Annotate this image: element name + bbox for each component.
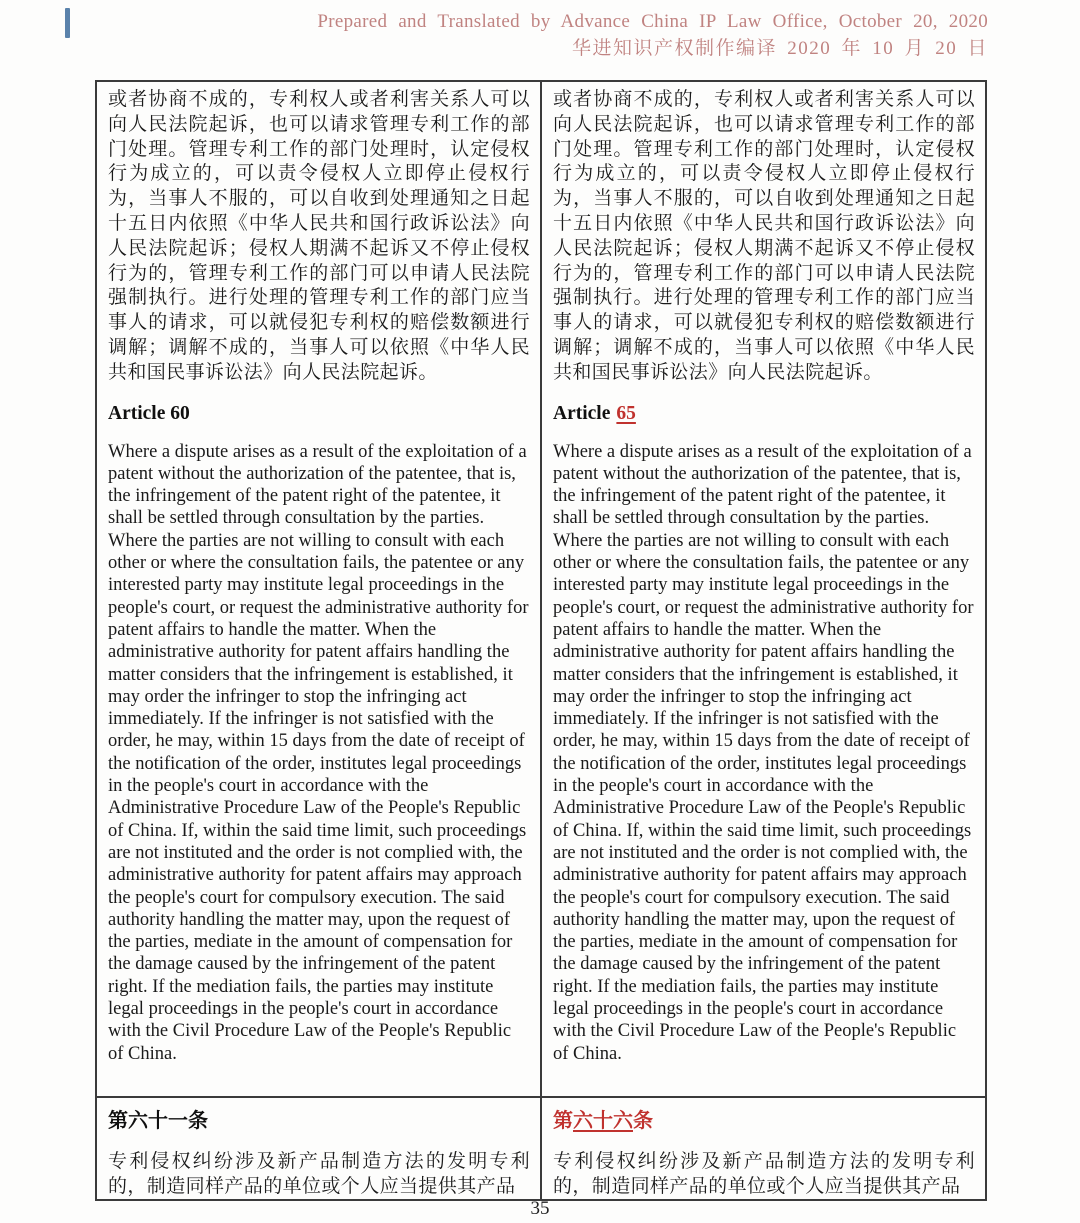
new-law-next-article-heading [553,1104,975,1133]
article-row [96,81,986,1097]
new-law-next-heading-revision-mark: 六十六 [573,1110,633,1132]
old-law-article-cell [96,81,541,1097]
old-law-article-english-text: Where a dispute arises as a result of the exploitation of a patent without the authorization of the patentee, that is, the infringement of the patent right of the patentee, it shall be settled through consultation by the parties. Where the parties are not willing to consult with each other or where the consultation fails, the patentee or any interested party may institute legal proceedings in the people's court, or request the administrative authority for patent affairs to handle the matter. When the administrative authority for patent affairs handling the matter considers that the infringement is established, it may order the infringer to stop the infringing act immediately. If the infringer is not satisfied with the order, he may, within 15 days from the date of receipt of the notification of the order, institutes legal proceedings in the people's court in accordance with the Administrative Procedure Law of the People's Republic of China. If, within the said time limit, such proceedings are not instituted and the order is not complied with, the administrative authority for patent affairs may approach the people's court for compulsory execution. The said authority handling the matter may, upon the request of the parties, mediate in the amount of compensation for the damage caused by the infringement of the patent right. If the mediation fails, the parties may institute legal proceedings in the people's court in accordance with the Civil Procedure Law of the People's Republic of China. [108,441,529,1064]
old-law-next-article-cell [96,1097,541,1200]
old-law-next-article-paragraph: 专利侵权纠纷涉及新产品制造方法的发明专利的，制造同样产品的单位或个人应当提供其产品 [108,1151,530,1197]
new-law-article-english-text: Where a dispute arises as a result of the exploitation of a patent without the authorization of the patentee, that is, the infringement of the patent right of the patentee, it shall be settled through consultation by the parties. Where the parties are not willing to consult with each other or where the consultation fails, the patentee or any interested party may institute legal proceedings in the people's court, or request the administrative authority for patent affairs to handle the matter. When the administrative authority for patent affairs handling the matter considers that the infringement is established, it may order the infringer to stop the infringing act immediately. If the infringer is not satisfied with the order, he may, within 15 days from the date of receipt of the notification of the order, institutes legal proceedings in the people's court in accordance with the Administrative Procedure Law of the People's Republic of China. If, within the said time limit, such proceedings are not instituted and the order is not complied with, the administrative authority for patent affairs may approach the people's court for compulsory execution. The said authority handling the matter may, upon the request of the parties, mediate in the amount of compensation for the damage caused by the infringement of the patent right. If the mediation fails, the parties may institute legal proceedings in the people's court in accordance with the Civil Procedure Law of the People's Republic of China. [553,441,974,1064]
new-law-article-heading [553,403,975,425]
page-number: 35 [530,1198,550,1219]
page-header [317,11,988,61]
old-law-article-heading: Article 60 [108,402,190,424]
new-law-article-cell [541,81,986,1097]
new-law-article-number-revision-mark: 65 [616,402,636,424]
new-law-next-heading-suffix: 条 [633,1110,653,1132]
old-law-next-article-heading: 第六十一条 [108,1110,208,1132]
new-law-article-heading-prefix: Article [553,402,611,424]
header-chinese-line: 华进知识产权制作编译 2020 年 10 月 20 日 [571,37,988,59]
text-cursor-bar [65,8,70,38]
new-law-chinese-statute-paragraph: 或者协商不成的，专利权人或者利害关系人可以向人民法院起诉，也可以请求管理专利工作的部门处理。管理专利工作的部门处理时，认定侵权行为成立的，可以责令侵权人立即停止侵权行为，当事人不服的，可以自收到处理通知之日起十五日内依照《中华人民共和国行政诉讼法》向人民法院起诉；侵权人期满不起诉又不停止侵权行为的，管理专利工作的部门可以申请人民法院强制执行。进行处理的管理专利工作的部门应当事人的请求，可以就侵犯专利权的赔偿数额进行调解；调解不成的，当事人可以依照《中华人民共和国民事诉讼法》向人民法院起诉。 [553,89,975,383]
new-law-next-article-paragraph: 专利侵权纠纷涉及新产品制造方法的发明专利的，制造同样产品的单位或个人应当提供其产品 [553,1151,975,1197]
new-law-next-article-cell [541,1097,986,1200]
new-law-next-heading-prefix: 第 [553,1110,573,1132]
header-english-line: Prepared and Translated by Advance China IP Law Office, October 20, 2020 [317,11,988,32]
next-article-row [96,1097,986,1200]
comparison-table [95,80,987,1201]
old-law-chinese-statute-paragraph: 或者协商不成的，专利权人或者利害关系人可以向人民法院起诉，也可以请求管理专利工作的部门处理。管理专利工作的部门处理时，认定侵权行为成立的，可以责令侵权人立即停止侵权行为，当事人不服的，可以自收到处理通知之日起十五日内依照《中华人民共和国行政诉讼法》向人民法院起诉；侵权人期满不起诉又不停止侵权行为的，管理专利工作的部门可以申请人民法院强制执行。进行处理的管理专利工作的部门应当事人的请求，可以就侵犯专利权的赔偿数额进行调解；调解不成的，当事人可以依照《中华人民共和国民事诉讼法》向人民法院起诉。 [108,89,530,383]
